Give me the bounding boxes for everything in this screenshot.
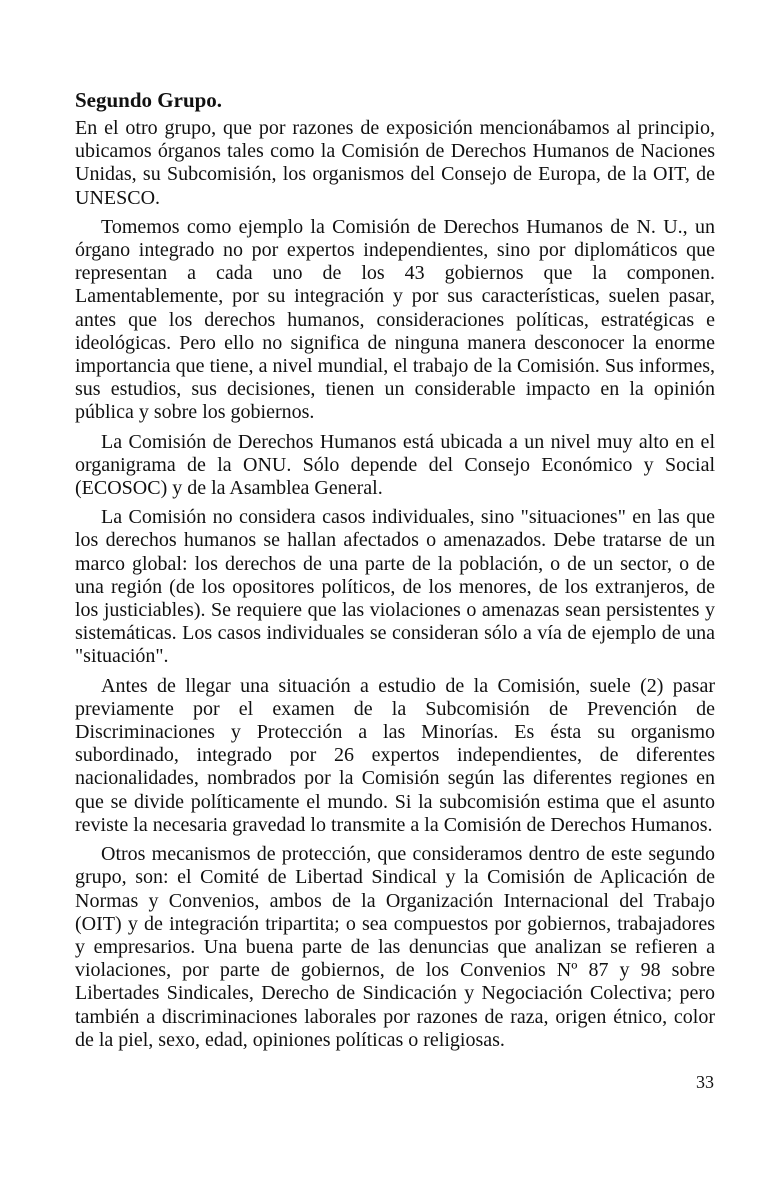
- paragraph-5: Antes de llegar una situación a estudio de la Comisión, suele (2) pasar previamente por el examen de la Subcomisión de Prevención de Discriminaciones y Protección a las Minorías. Es ésta su organismo subordinado, integrado por 26 expertos independientes, de diferentes nacionalidades, nombrados por la Comisión según las diferentes regiones en que se divide políticamente el mundo. Si la subcomisión estima que el asunto reviste la necesaria gravedad lo transmite a la Comisión de Derechos Humanos.: [75, 674, 715, 836]
- paragraph-3: La Comisión de Derechos Humanos está ubicada a un nivel muy alto en el organigrama de la ONU. Sólo depende del Consejo Económico y Social (ECOSOC) y de la Asamblea General.: [75, 430, 715, 500]
- paragraph-1: En el otro grupo, que por razones de exposición mencionábamos al principio, ubicamos órganos tales como la Comisión de Derechos Humanos de Naciones Unidas, su Subcomisión, los organismos del Consejo de Europa, de la OIT, de UNESCO.: [75, 117, 715, 209]
- paragraph-2: Tomemos como ejemplo la Comisión de Derechos Humanos de N. U., un órgano integrado no por expertos independientes, sino por diplomáticos que representan a cada uno de los 43 gobiernos que la componen. Lamentablemente, por su integración y por sus características, suelen pasar, antes que los derechos humanos, consideraciones políticas, estratégicas e ideológicas. Pero ello no significa de ninguna manera desconocer la enorme importancia que tiene, a nivel mundial, el trabajo de la Comisión. Sus informes, sus estudios, sus decisiones, tienen un considerable impacto en la opinión pública y sobre los gobiernos.: [75, 215, 715, 424]
- paragraph-4: La Comisión no considera casos individuales, sino "situaciones" en las que los derechos humanos se hallan afectados o amenazados. Debe tratarse de un marco global: los derechos de una parte de la población, o de un sector, o de una región (de los opositores políticos, de los menores, de los extranjeros, de los justiciables). Se requiere que las violaciones o amenazas sean persistentes y sistemáticas. Los casos individuales se consideran sólo a vía de ejemplo de una "situación".: [75, 506, 715, 668]
- section-heading: Segundo Grupo.: [75, 88, 223, 112]
- document-page: [75, 86, 715, 1058]
- page-number: 33: [696, 1072, 714, 1092]
- paragraph-6: Otros mecanismos de protección, que consideramos dentro de este segundo grupo, son: el Comité de Libertad Sindical y la Comisión de Aplicación de Normas y Convenios, ambos de la Organización Internacional del Trabajo (OIT) y de integración tripartita; o sea compuestos por gobiernos, trabajadores y empresarios. Una buena parte de las denuncias que analizan se refieren a violaciones, por parte de gobiernos, de los Convenios Nº 87 y 98 sobre Libertades Sindicales, Derecho de Sindicación y Negociación Colectiva; pero también a discriminaciones laborales por razones de raza, origen étnico, color de la piel, sexo, edad, opiniones políticas o religiosas.: [75, 843, 715, 1051]
